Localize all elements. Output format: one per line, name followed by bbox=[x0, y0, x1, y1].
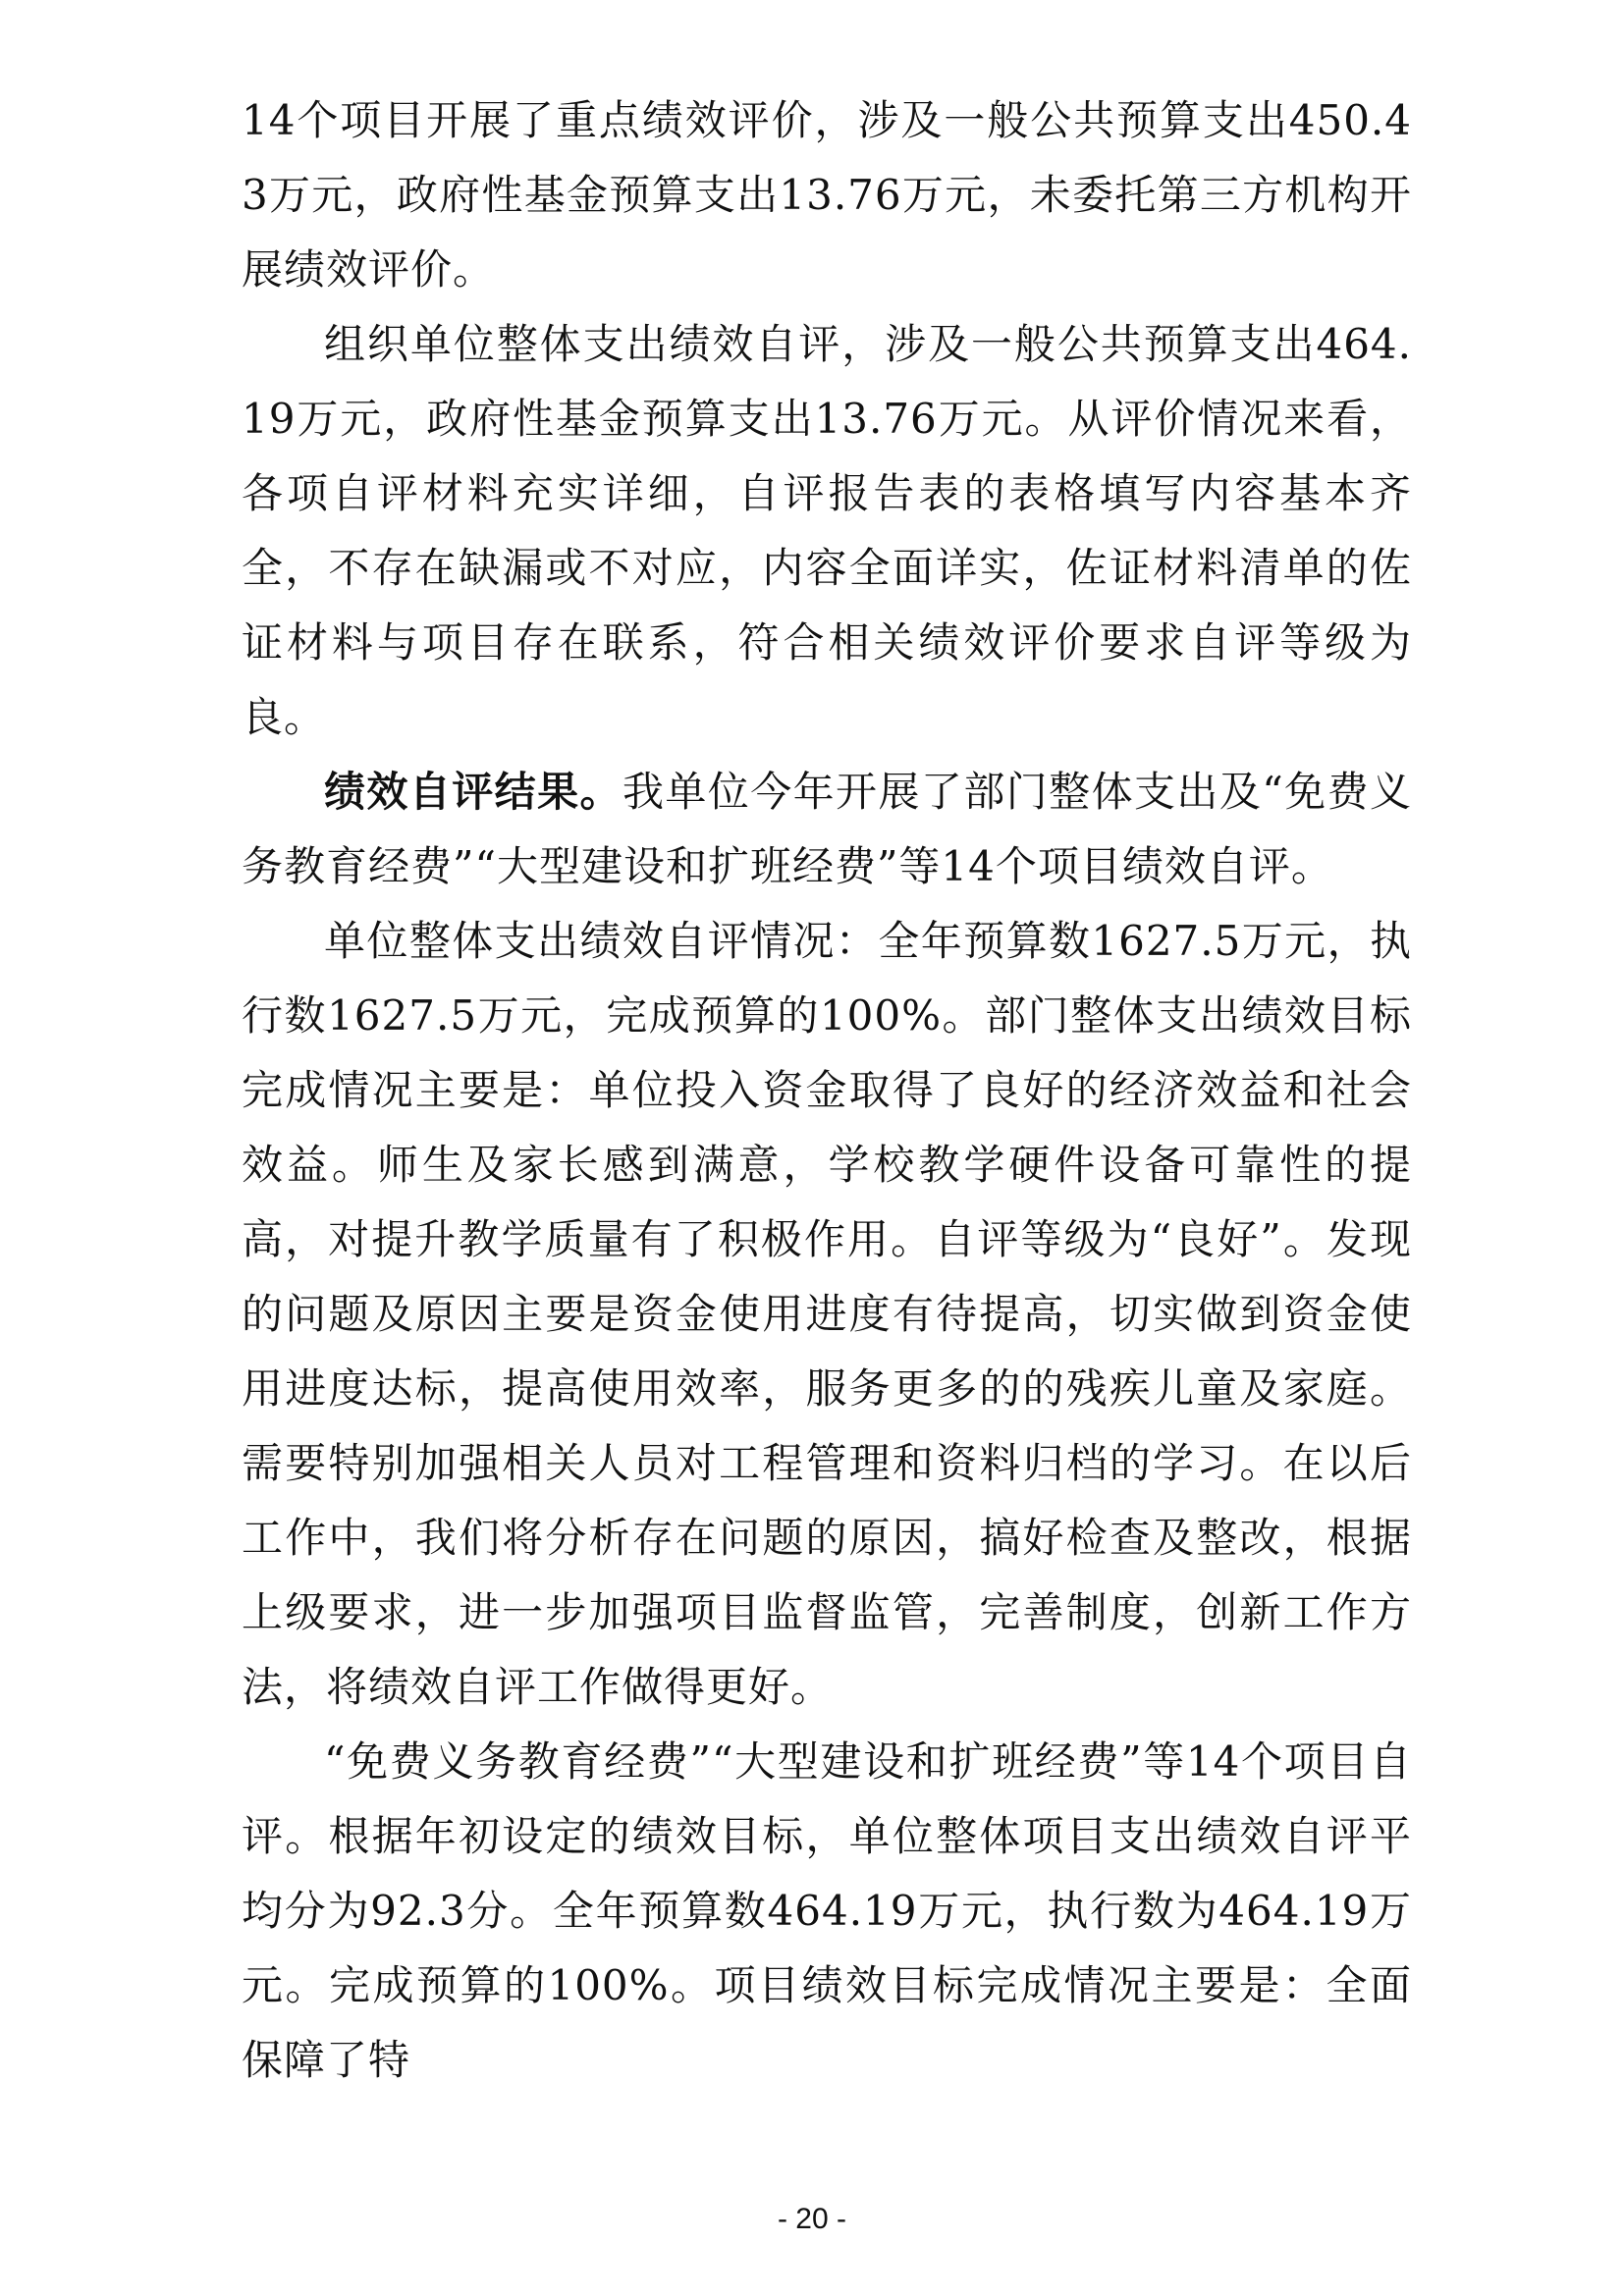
paragraph-self-evaluation-organization bbox=[242, 307, 1412, 755]
paragraph-unit-overall-expenditure bbox=[242, 904, 1412, 1725]
paragraph-project-self-evaluation bbox=[242, 1725, 1412, 2098]
paragraph-text: 组织单位整体支出绩效自评，涉及一般公共预算支出464.19万元，政府性基金预算支出13.76万元。从评价情况来看，各项自评材料充实详细，自评报告表的表格填写内容基本齐全，不存在缺漏或不对应，内容全面详实，佐证材料清单的佐证材料与项目存在联系，符合相关绩效评价要求自评等级为良。 bbox=[242, 320, 1412, 741]
paragraph-text: “免费义务教育经费”“大型建设和扩班经费”等14个项目自评。根据年初设定的绩效目标，单位整体项目支出绩效自评平均分为92.3分。全年预算数464.19万元，执行数为464.19万元。完成预算的100%。项目绩效目标完成情况主要是：全面保障了特 bbox=[242, 1737, 1412, 2084]
paragraph-key-evaluation bbox=[242, 83, 1412, 307]
page-number: - 20 - bbox=[777, 2203, 847, 2235]
paragraph-text: 14个项目开展了重点绩效评价，涉及一般公共预算支出450.43万元，政府性基金预算支出13.76万元，未委托第三方机构开展绩效评价。 bbox=[242, 96, 1412, 294]
paragraph-text: 我单位今年开展了部门整体支出及“免费义务教育经费”“大型建设和扩班经费”等14个项目绩效自评。 bbox=[242, 768, 1412, 890]
paragraph-self-evaluation-result bbox=[242, 755, 1412, 904]
document-body bbox=[242, 83, 1412, 2098]
paragraph-lead-heading: 绩效自评结果。 bbox=[324, 768, 623, 816]
paragraph-text: 单位整体支出绩效自评情况：全年预算数1627.5万元，执行数1627.5万元，完成预算的100%。部门整体支出绩效目标完成情况主要是：单位投入资金取得了良好的经济效益和社会效益。师生及家长感到满意，学校教学硬件设备可靠性的提高，对提升教学质量有了积极作用。自评等级为“良好”。发现的问题及原因主要是资金使用进度有待提高，切实做到资金使用进度达标，提高使用效率，服务更多的的残疾儿童及家庭。需要特别加强相关人员对工程管理和资料归档的学习。在以后工作中，我们将分析存在问题的原因，搞好检查及整改，根据上级要求，进一步加强项目监督监管，完善制度，创新工作方法，将绩效自评工作做得更好。 bbox=[242, 917, 1412, 1711]
